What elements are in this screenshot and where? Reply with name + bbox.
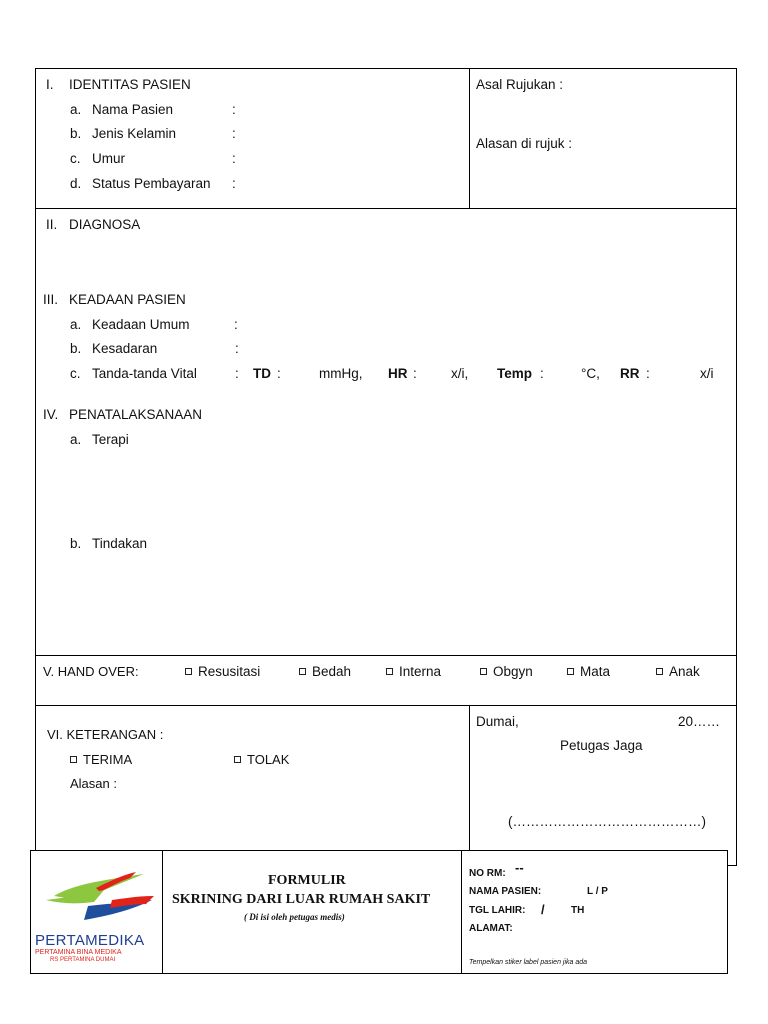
- section5-heading: V. HAND OVER:: [43, 664, 139, 679]
- alamat-label: ALAMAT:: [469, 923, 513, 934]
- temp-colon: :: [540, 366, 544, 381]
- section2-heading: DIAGNOSA: [69, 217, 141, 232]
- option-label: Anak: [669, 664, 700, 679]
- section6-divider: [469, 705, 470, 866]
- field-marker: b.: [70, 126, 82, 141]
- section4-heading: PENATALAKSANAAN: [69, 407, 203, 422]
- checkbox-icon: [299, 668, 306, 675]
- tanda-vital-label: Tanda-tanda Vital: [92, 366, 197, 381]
- hr-label: HR: [388, 366, 408, 381]
- option-resusitasi[interactable]: [185, 664, 260, 679]
- footer-divider-1: [162, 850, 163, 974]
- field-marker: c.: [70, 151, 81, 166]
- option-bedah[interactable]: [299, 664, 351, 679]
- field-colon: :: [232, 126, 236, 141]
- section3-number: III.: [43, 292, 59, 307]
- rr-unit: x/i: [700, 366, 714, 381]
- alasan-rujuk-label: Alasan di rujuk :: [476, 136, 573, 151]
- jenis-kelamin-label: Jenis Kelamin: [92, 126, 177, 141]
- field-marker: b.: [70, 536, 82, 551]
- logo-subtitle-2: RS PERTAMINA DUMAI: [50, 957, 116, 963]
- option-interna[interactable]: [386, 664, 441, 679]
- checkbox-icon: [185, 668, 192, 675]
- section6-heading: VI. KETERANGAN :: [47, 727, 164, 742]
- field-marker: a.: [70, 317, 82, 332]
- option-label: Obgyn: [493, 664, 533, 679]
- option-tolak[interactable]: [234, 752, 289, 767]
- logo-subtitle: PERTAMINA BINA MEDIKA: [35, 949, 122, 956]
- petugas-label: Petugas Jaga: [560, 738, 643, 753]
- section1-heading: IDENTITAS PASIEN: [69, 77, 191, 92]
- option-label: TERIMA: [83, 752, 133, 767]
- section2-number: II.: [46, 217, 58, 232]
- section5-bottom: [35, 705, 737, 706]
- field-colon: :: [232, 151, 236, 166]
- asal-rujukan-label: Asal Rujukan :: [476, 77, 564, 92]
- year-label: 20……: [678, 714, 721, 729]
- logo-mark-icon: [34, 866, 158, 934]
- tgl-separator: /: [541, 902, 545, 917]
- gender-label: L / P: [587, 886, 608, 897]
- checkbox-icon: [480, 668, 487, 675]
- temp-unit: °C,: [581, 366, 600, 381]
- field-colon: :: [234, 317, 238, 332]
- hr-unit: x/i,: [451, 366, 469, 381]
- rr-label: RR: [620, 366, 640, 381]
- sticker-note: Tempelkan stiker label pasien jika ada: [469, 959, 588, 966]
- checkbox-icon: [386, 668, 393, 675]
- option-label: Resusitasi: [198, 664, 261, 679]
- option-anak[interactable]: [656, 664, 700, 679]
- status-pembayaran-label: Status Pembayaran: [92, 176, 211, 191]
- section4-bottom: [35, 655, 737, 656]
- option-label: TOLAK: [247, 752, 290, 767]
- field-colon: :: [235, 366, 239, 381]
- option-mata[interactable]: [567, 664, 610, 679]
- field-marker: a.: [70, 432, 82, 447]
- keadaan-umum-label: Keadaan Umum: [92, 317, 190, 332]
- checkbox-icon: [234, 756, 241, 763]
- nama-pasien-footer-label: NAMA PASIEN:: [469, 886, 542, 897]
- option-terima[interactable]: [70, 752, 132, 767]
- footer-divider-2: [461, 850, 462, 974]
- terapi-label: Terapi: [92, 432, 129, 447]
- field-colon: :: [235, 341, 239, 356]
- option-label: Interna: [399, 664, 442, 679]
- section4-number: IV.: [43, 407, 59, 422]
- tindakan-label: Tindakan: [92, 536, 148, 551]
- field-colon: :: [232, 102, 236, 117]
- kesadaran-label: Kesadaran: [92, 341, 158, 356]
- rr-colon: :: [646, 366, 650, 381]
- umur-label: Umur: [92, 151, 125, 166]
- form-note: ( Di isi oleh petugas medis): [244, 912, 345, 922]
- section1-bottom: [35, 208, 737, 209]
- alasan-label: Alasan :: [70, 776, 117, 791]
- field-colon: :: [232, 176, 236, 191]
- temp-label: Temp: [497, 366, 533, 381]
- section3-heading: KEADAAN PASIEN: [69, 292, 186, 307]
- checkbox-icon: [656, 668, 663, 675]
- section1-number: I.: [46, 77, 54, 92]
- place-label: Dumai,: [476, 714, 519, 729]
- field-marker: a.: [70, 102, 82, 117]
- checkbox-icon: [567, 668, 574, 675]
- field-marker: c.: [70, 366, 81, 381]
- hr-colon: :: [413, 366, 417, 381]
- form-subtitle: SKRINING DARI LUAR RUMAH SAKIT: [172, 892, 431, 907]
- th-label: TH: [571, 905, 585, 916]
- no-rm-label: NO RM:: [469, 868, 506, 879]
- option-label: Mata: [580, 664, 611, 679]
- option-label: Bedah: [312, 664, 352, 679]
- nama-pasien-label: Nama Pasien: [92, 102, 174, 117]
- checkbox-icon: [70, 756, 77, 763]
- field-marker: d.: [70, 176, 82, 191]
- signature-line: (……………………………………): [508, 814, 706, 829]
- td-colon: :: [277, 366, 281, 381]
- form-title: FORMULIR: [268, 873, 346, 888]
- no-rm-value: --: [515, 860, 524, 875]
- tgl-lahir-label: TGL LAHIR:: [469, 905, 526, 916]
- section1-divider: [469, 68, 470, 208]
- td-unit: mmHg,: [319, 366, 363, 381]
- td-label: TD: [253, 366, 271, 381]
- field-marker: b.: [70, 341, 82, 356]
- option-obgyn[interactable]: [480, 664, 533, 679]
- logo-name: PERTAMEDIKA: [35, 932, 145, 949]
